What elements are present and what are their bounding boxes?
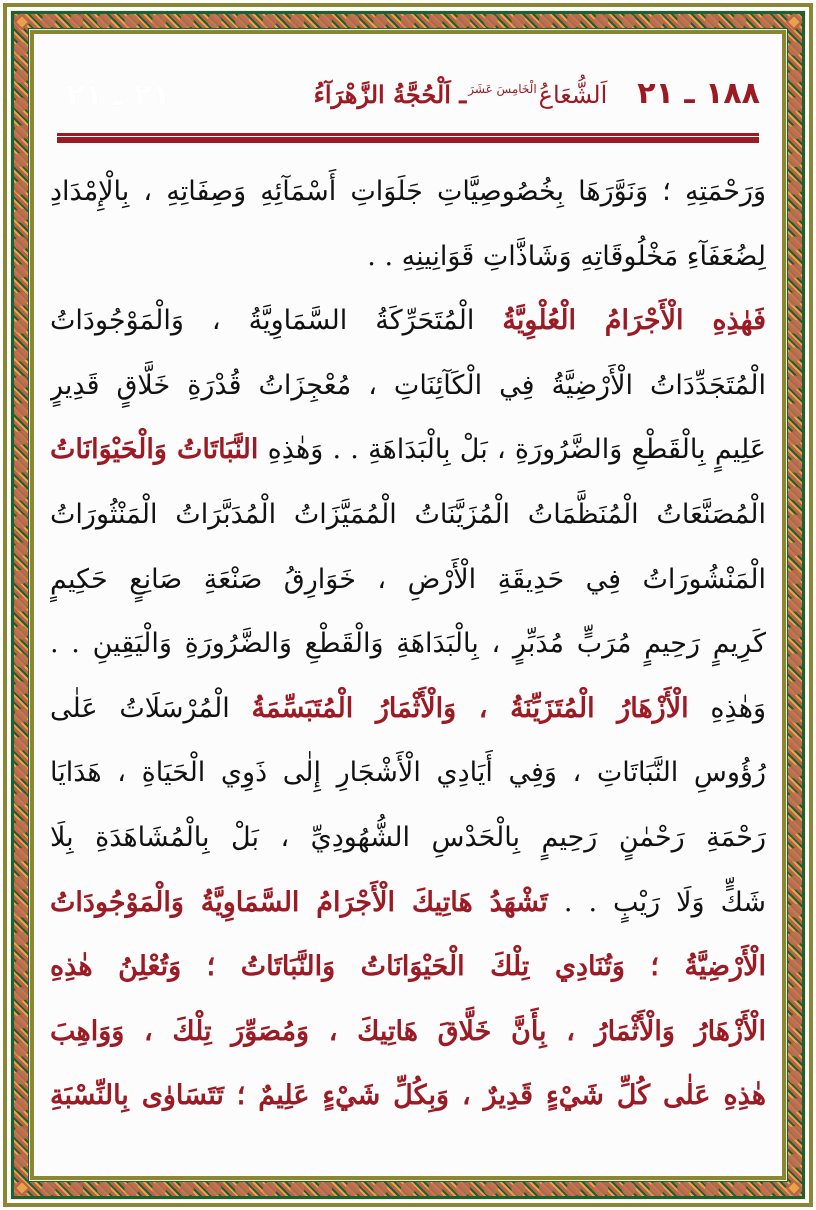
- text-segment: وَرَحْمَتِهِ ؛ وَنَوَّرَهَا بِخُصُوصِيَّاتِ جَلَوَاتِ أَسْمَآئِهِ وَصِفَاتِهِ ، بِالْإِمْدَادِ: [50, 176, 766, 207]
- text-line: [50, 806, 766, 871]
- text-line: [50, 225, 766, 290]
- text-segment: رُؤُوسِ النَّبَاتَاتِ ، وَفِي أَيَادِي الْأَشْجَارِ إِلٰى ذَوِي الْحَيَاةِ ، هَدَايَا: [50, 757, 766, 789]
- text-segment: الْمُرْسَلَاتُ عَلٰى: [50, 692, 252, 724]
- section-title: ـ اَلْحُجَّةُ الزَّهْرَآءُ: [313, 80, 467, 109]
- text-line: [50, 935, 766, 1000]
- text-line: [50, 548, 766, 613]
- book-page: [34, 34, 782, 1176]
- text-line: [50, 160, 766, 225]
- chapter-ordinal: الْخَامِسَ عَشَرَ: [468, 82, 537, 96]
- header-rule-thick: [57, 137, 759, 143]
- text-line: [50, 1000, 766, 1065]
- text-line: [50, 612, 766, 677]
- highlighted-phrase: الْأَزْهَارُ وَالْأَثْمَارُ ، بِأَنَّ خَلَّاقَ هَاتِيكَ ، وَمُصَوِّرَ تِلْكَ ، وَوَاهِبَ: [50, 1015, 766, 1047]
- highlighted-phrase: الْأَزْهَارُ الْمُتَزَيِّنَةُ ، وَالْأَثْمَارُ الْمُتَبَسِّمَةُ: [251, 692, 689, 724]
- text-segment: عَلِيمٍ بِالْقَطْعِ وَالضَّرُورَةِ ، بَلْ بِالْبَدَاهَةِ . . وَهٰذِهِ: [258, 434, 766, 466]
- text-segment: وَهٰذِهِ: [688, 692, 766, 724]
- highlighted-phrase: فَهٰذِهِ الْأَجْرَامُ الْعُلْوِيَّةُ: [502, 305, 766, 337]
- text-segment: الْمَنْشُورَاتُ فِي حَدِيقَةِ الْأَرْضِ ، خَوَارِقُ صَنْعَةِ صَانِعٍ حَكِيمٍ: [50, 563, 766, 595]
- highlighted-phrase: النَّبَاتَاتُ وَالْحَيْوَانَاتُ: [50, 434, 259, 466]
- text-line: [50, 289, 766, 354]
- text-line: [50, 354, 766, 419]
- text-segment: الْمُتَحَرِّكَةُ السَّمَاوِيَّةُ ، وَالْمَوْجُودَاتُ: [50, 305, 503, 337]
- body-text: [50, 160, 766, 1129]
- text-line: [50, 418, 766, 483]
- highlighted-phrase: تَشْهَدُ هَاتِيكَ الْأَجْرَامُ السَّمَاوِيَّةُ وَالْمَوْجُودَاتُ: [50, 886, 548, 918]
- running-header: [34, 76, 782, 126]
- header-rule-thin: [57, 133, 759, 136]
- text-segment: الْمُصَنَّعَاتُ الْمُنَظَّمَاتُ الْمُزَيَّنَاتُ الْمُمَيَّزَاتُ الْمُدَبَّرَاتُ الْمَنْثُورَاتُ: [50, 498, 766, 530]
- chapter-title: اَلشُّعَاعُ: [538, 81, 608, 109]
- text-segment: رَحْمَةِ رَحْمٰنٍ رَحِيمٍ بِالْحَدْسِ الشُّهُودِيِّ ، بَلْ بِالْمُشَاهَدَةِ بِلَا: [50, 821, 766, 853]
- header-ghost-page-number: ٢١ ـ ٢١: [66, 78, 171, 113]
- text-segment: شَكٍّ وَلَا رَيْبٍ . .: [547, 886, 766, 918]
- text-line: [50, 1064, 766, 1129]
- header-title: [314, 76, 760, 111]
- page-number: ١٨٨ ـ ٢١: [637, 76, 760, 111]
- highlighted-phrase: هٰذِهِ عَلٰى كُلِّ شَيْءٍ قَدِيرٌ ، وَبِكُلِّ شَيْءٍ عَلِيمٌ ؛ تَتَسَاوٰى بِالنِّسْبَةِ: [50, 1080, 766, 1112]
- text-line: [50, 741, 766, 806]
- text-line: [50, 677, 766, 742]
- text-line: [50, 483, 766, 548]
- highlighted-phrase: الْأَرْضِيَّةُ ؛ وَتُنَادِي تِلْكَ الْحَيْوَانَاتُ وَالنَّبَاتَاتُ ؛ وَتُعْلِنُ هٰذِهِ: [50, 951, 766, 983]
- text-segment: كَرِيمٍ رَحِيمٍ مُرَبٍّ مُدَبِّرٍ ، بِالْبَدَاهَةِ وَالْقَطْعِ وَالضَّرُورَةِ وَالْيَقِينِ . .: [50, 628, 766, 660]
- text-segment: الْمُتَجَدِّدَاتُ الْأَرْضِيَّةُ فِي الْكَآئِنَاتِ ، مُعْجِزَاتُ قُدْرَةِ خَلَّاقٍ قَدِيرٍ: [50, 369, 766, 401]
- text-segment: لِضُعَفَآءِ مَخْلُوقَاتِهِ وَشَاذَّاتِ قَوَانِينِهِ . .: [367, 240, 766, 272]
- text-line: [50, 871, 766, 936]
